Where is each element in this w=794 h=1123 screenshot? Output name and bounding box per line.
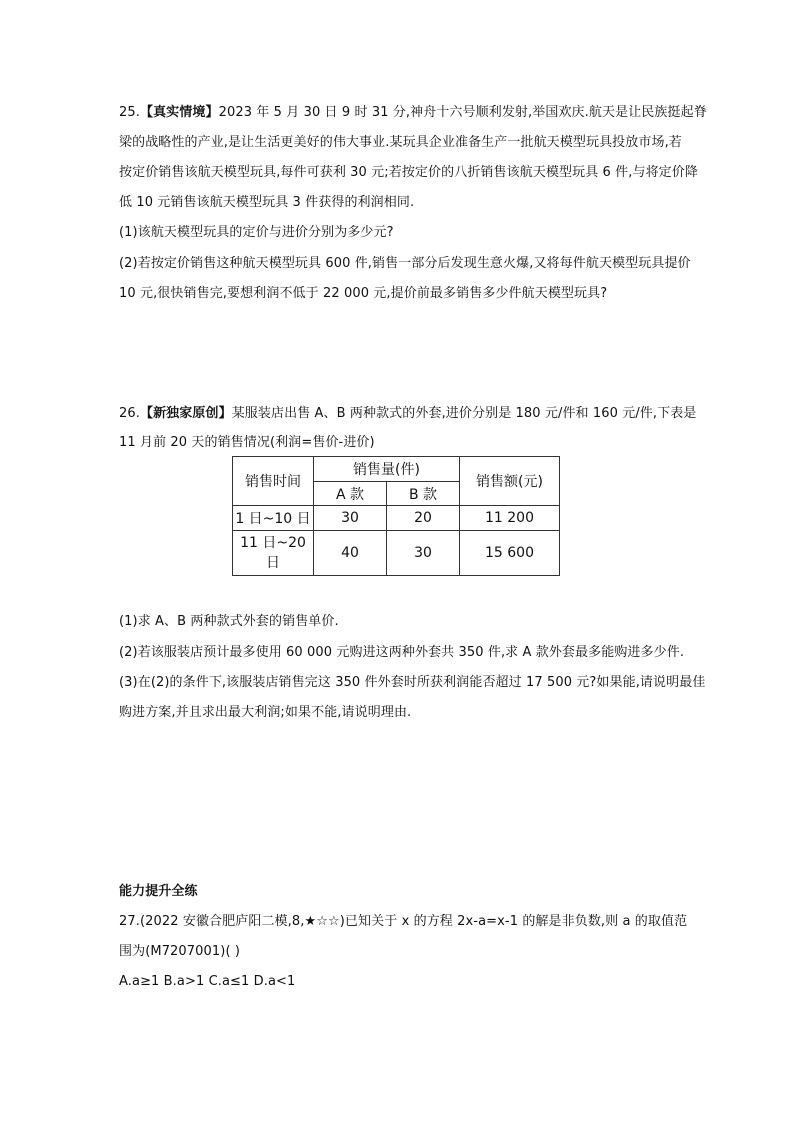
q27-line-2: 围为(M7207001)( )	[119, 944, 241, 959]
q26-line1-text: 某服装店出售 A、B 两种款式的外套,进价分别是 180 元/件和 160 元/件,下表是	[231, 406, 697, 421]
header-time: 销售时间	[233, 457, 314, 506]
q26-part-2: (2)若该服装店预计最多使用 60 000 元购进这两种外套共 350 件,求 A 款外套最多能购进多少件.	[119, 645, 685, 660]
q26-part-3-line-1: (3)在(2)的条件下,该服装店销售完这 350 件外套时所获利润能否超过 17 500 元?如果能,请说明最佳	[119, 675, 706, 690]
q25-line-4: 低 10 元销售该航天模型玩具 3 件获得的利润相同.	[119, 195, 415, 210]
q26-part-1: (1)求 A、B 两种款式外套的销售单价.	[119, 614, 339, 629]
q26-line-1	[119, 405, 696, 423]
q27-options: A.a≥1 B.a>1 C.a≤1 D.a<1	[119, 974, 296, 989]
q26-part-3-line-2: 购进方案,并且求出最大利润;如果不能,请说明理由.	[119, 705, 412, 720]
q25-line1-text: 2023 年 5 月 30 日 9 时 31 分,神舟十六号顺利发射,举国欢庆.航天是让民族挺起脊	[218, 105, 707, 120]
header-quantity: 销售量(件)	[314, 457, 460, 482]
q25-line-2: 梁的战略性的产业,是让生活更美好的伟大事业.某玩具企业准备生产一批航天模型玩具投放市场,若	[119, 135, 682, 150]
row-2-b: 30	[387, 531, 460, 576]
q25-number: 25.	[119, 105, 140, 120]
row-1-sales: 11 200	[460, 506, 560, 531]
row-1-a: 30	[314, 506, 387, 531]
q27-line-1: 27.(2022 安徽合肥庐阳二模,8,★☆☆)已知关于 x 的方程 2x-a=x-1 的解是非负数,则 a 的取值范	[119, 914, 688, 929]
header-a: A 款	[314, 482, 387, 506]
q26-line-2: 11 月前 20 天的销售情况(利润=售价-进价)	[119, 435, 375, 450]
table-row	[233, 531, 560, 576]
header-sales: 销售额(元)	[460, 457, 560, 506]
q25-part-2-line-1: (2)若按定价销售这种航天模型玩具 600 件,销售一部分后发现生意火爆,又将每件航天模型玩具提价	[119, 256, 691, 271]
q25-part-2-line-2: 10 元,很快销售完,要想利润不低于 22 000 元,提价前最多销售多少件航天模型玩具?	[119, 286, 608, 301]
row-2-time-line-2: 日	[266, 555, 280, 571]
q25-tag: 【真实情境】	[139, 105, 219, 120]
q26-tag: 【新独家原创】	[139, 406, 232, 421]
table-row	[233, 506, 560, 531]
row-2-time	[233, 531, 314, 576]
q25-part-1: (1)该航天模型玩具的定价与进价分别为多少元?	[119, 225, 394, 240]
row-2-sales: 15 600	[460, 531, 560, 576]
header-b: B 款	[387, 482, 460, 506]
row-2-a: 40	[314, 531, 387, 576]
q25-line-1	[119, 104, 707, 122]
table-header-row	[233, 457, 560, 482]
q25-line-3: 按定价销售该航天模型玩具,每件可获利 30 元;若按定价的八折销售该航天模型玩具 6 件,与将定价降	[119, 165, 698, 180]
sales-table	[232, 456, 560, 576]
q26-number: 26.	[119, 406, 140, 421]
section-title: 能力提升全练	[119, 884, 198, 899]
row-1-time: 1 日~10 日	[233, 506, 314, 531]
row-2-time-line-1: 11 日~20	[240, 535, 306, 551]
row-1-b: 20	[387, 506, 460, 531]
